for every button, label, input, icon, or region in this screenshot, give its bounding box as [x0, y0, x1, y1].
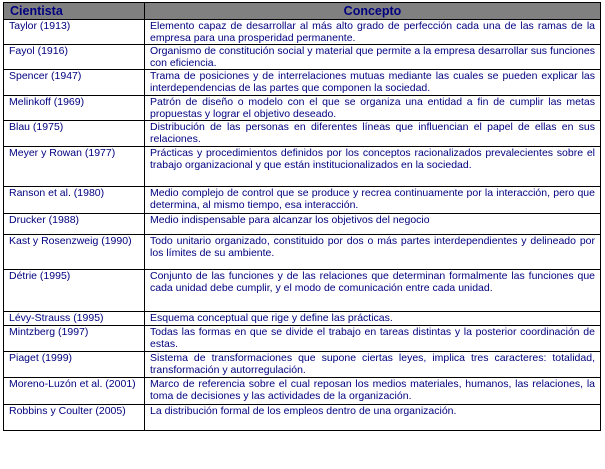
scientist-cell: Ranson et al. (1980)	[4, 187, 145, 214]
scientist-cell: Drucker (1988)	[4, 214, 145, 235]
table-row	[4, 235, 601, 270]
scientist-cell: Mintzberg (1997)	[4, 326, 145, 352]
concept-cell: Elemento capaz de desarrollar al más alto grado de perfección cada una de las ramas de la empresa para una prosperidad permanente.	[145, 20, 601, 45]
scientist-cell: Melinkoff (1969)	[4, 96, 145, 121]
concept-cell: Trama de posiciones y de interrelaciones mutuas mediante las cuales se pueden explicar las interdependencias de las partes que componen la sociedad.	[145, 70, 601, 96]
table-row	[4, 312, 601, 326]
table-row	[4, 20, 601, 45]
concept-cell: Todo unitario organizado, constituido por dos o más partes interdependientes y delineado por los límites de su ambiente.	[145, 235, 601, 270]
scientist-cell: Taylor (1913)	[4, 20, 145, 45]
concept-cell: Todas las formas en que se divide el trabajo en tareas distintas y la posterior coordinación de estas.	[145, 326, 601, 352]
header-scientist: Cientista	[4, 3, 145, 20]
header-row	[4, 3, 601, 20]
table-row	[4, 270, 601, 312]
scientist-cell: Robbins y Coulter (2005)	[4, 405, 145, 431]
scientist-cell: Meyer y Rowan (1977)	[4, 147, 145, 187]
table-row	[4, 378, 601, 405]
concept-cell: Sistema de transformaciones que supone ciertas leyes, implica tres caracteres: totalidad, transformación y autorregulación.	[145, 352, 601, 378]
concept-cell: Patrón de diseño o modelo con el que se organiza una entidad a fin de cumplir las metas propuestas y lograr el objetivo deseado.	[145, 96, 601, 121]
concept-cell: Organismo de constitución social y material que permite a la empresa desarrollar sus funciones con eficiencia.	[145, 45, 601, 70]
concept-cell: Medio complejo de control que se produce y recrea continuamente por la interacción, pero que determina, al mismo tiempo, esa interacción.	[145, 187, 601, 214]
table-row	[4, 70, 601, 96]
table-row	[4, 187, 601, 214]
scientist-cell: Moreno-Luzón et al. (2001)	[4, 378, 145, 405]
concept-cell: Prácticas y procedimientos definidos por los conceptos racionalizados prevalecientes sobre el trabajo organizacional y que están institucionalizados en la sociedad.	[145, 147, 601, 187]
concept-cell: Medio indispensable para alcanzar los objetivos del negocio	[145, 214, 601, 235]
concept-cell: Marco de referencia sobre el cual reposan los medios materiales, humanos, las relaciones, la toma de decisiones y las actividades de la organización.	[145, 378, 601, 405]
table-row	[4, 352, 601, 378]
header-concept: Concepto	[145, 3, 601, 20]
table-row	[4, 147, 601, 187]
concept-cell: Esquema conceptual que rige y define las prácticas.	[145, 312, 601, 326]
scientist-cell: Kast y Rosenzweig (1990)	[4, 235, 145, 270]
table-row	[4, 326, 601, 352]
scientist-cell: Lévy-Strauss (1995)	[4, 312, 145, 326]
scientist-cell: Détrie (1995)	[4, 270, 145, 312]
scientist-cell: Fayol (1916)	[4, 45, 145, 70]
table-row	[4, 121, 601, 147]
concept-cell: Conjunto de las funciones y de las relaciones que determinan formalmente las funciones que cada unidad debe cumplir, y el modo de comunicación entre cada unidad.	[145, 270, 601, 312]
definitions-table	[3, 2, 601, 431]
scientist-cell: Blau (1975)	[4, 121, 145, 147]
table-row	[4, 45, 601, 70]
scientist-cell: Piaget (1999)	[4, 352, 145, 378]
concept-cell: Distribución de las personas en diferentes líneas que influencian el papel de ellas en sus relaciones.	[145, 121, 601, 147]
scientist-cell: Spencer (1947)	[4, 70, 145, 96]
table-row	[4, 214, 601, 235]
table-row	[4, 96, 601, 121]
table-row	[4, 405, 601, 431]
concept-cell: La distribución formal de los empleos dentro de una organización.	[145, 405, 601, 431]
